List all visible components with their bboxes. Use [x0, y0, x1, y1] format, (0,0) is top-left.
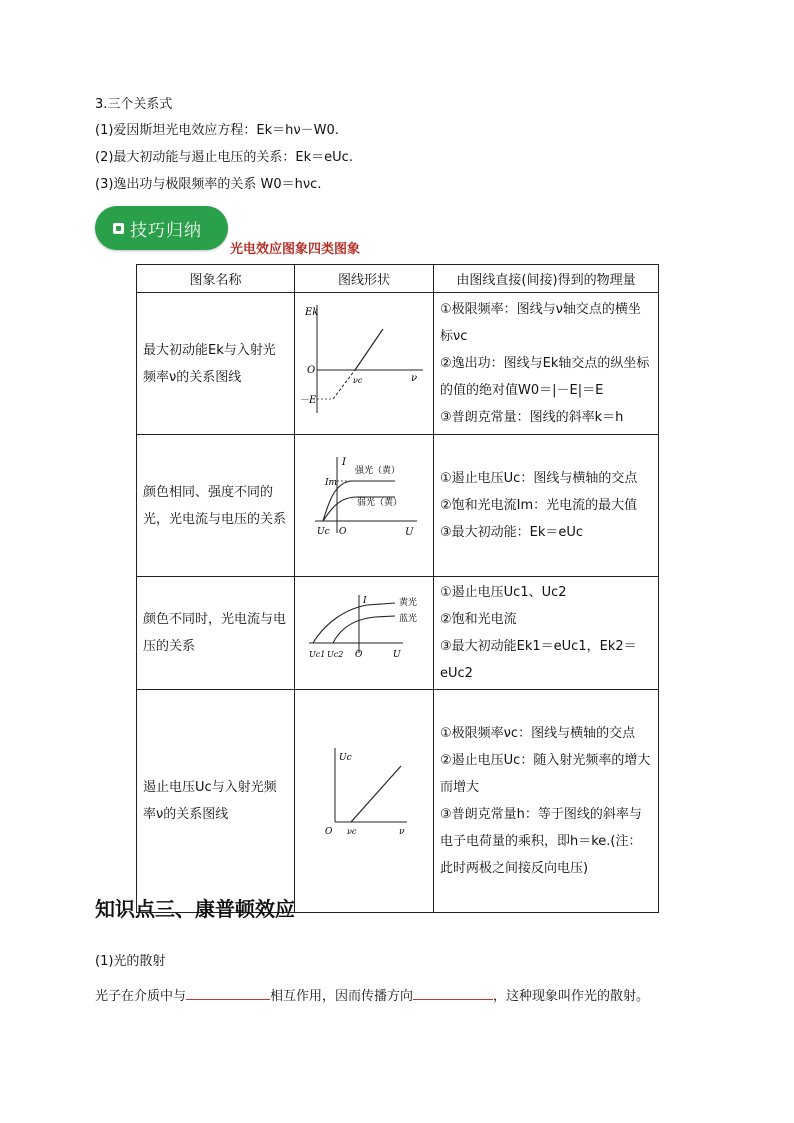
ek-vs-frequency-graph: [295, 293, 434, 430]
sentence-part: 相互作用，因而传播方向: [270, 989, 414, 1004]
x-axis-label: U: [393, 650, 401, 660]
header-quantity: 由图线直接(间接)得到的物理量: [434, 265, 659, 293]
row-quantities: [434, 577, 659, 690]
row-name: 遏止电压Uc与入射光频率ν的关系图线: [137, 690, 295, 913]
header-graph: 图线形状: [295, 265, 434, 293]
relation-item-1: (1)爱因斯坦光电效应方程：Ek＝hν－W0.: [95, 123, 339, 138]
strong-light-label: 强光（黄）: [355, 466, 401, 476]
doc-icon: [113, 223, 124, 234]
y-intercept-label: －E: [299, 395, 317, 406]
row-graph: [295, 435, 434, 577]
quantity-item: ②遏止电压Uc：随入射光频率的增大而增大: [440, 753, 651, 795]
quantity-item: ③普朗克常量：图线的斜率k＝h: [440, 410, 624, 425]
table-row: [137, 577, 659, 690]
x-axis-label: ν: [411, 373, 418, 384]
uc-line: [351, 766, 401, 822]
uc2-label: Uc2: [327, 650, 344, 659]
row-graph: [295, 690, 434, 913]
y-axis-label: Ek: [305, 307, 319, 318]
blue-light-curve: [333, 616, 395, 643]
weak-light-label: 弱光（黄）: [357, 498, 403, 508]
quantity-item: ①遏止电压Uc1、Uc2: [440, 585, 567, 600]
uc-label: Uc: [317, 527, 330, 537]
relation-item-2: (2)最大初动能与遏止电压的关系：Ek＝eUc.: [95, 150, 353, 165]
blue-light-label: 蓝光: [399, 614, 418, 624]
quantity-item: ②饱和光电流Im：光电流的最大值: [440, 498, 638, 513]
im-label: Im: [325, 478, 338, 488]
x-axis-label: ν: [399, 827, 405, 837]
x-intercept-label: νc: [347, 827, 357, 836]
table-header-row: [137, 265, 659, 293]
scatter-heading: (1)光的散射: [95, 954, 166, 969]
ek-line: [355, 329, 383, 370]
table-title: 光电效应图象四类图象: [230, 242, 361, 257]
quantity-item: ①极限频率：图线与ν轴交点的横坐标νc: [440, 302, 641, 344]
origin-label: O: [355, 650, 363, 660]
row-quantities: [434, 690, 659, 913]
table-row: [137, 690, 659, 913]
table-row: [137, 435, 659, 577]
x-axis-label: U: [405, 527, 414, 538]
row-graph: [295, 577, 434, 690]
tip-badge-label: 技巧归纳: [130, 220, 202, 241]
header-name: 图象名称: [137, 265, 295, 293]
quantity-item: ③最大初动能Ek1＝eUc1，Ek2＝eUc2: [440, 639, 637, 681]
quantity-item: ①遏止电压Uc：图线与横轴的交点: [440, 471, 638, 486]
uc1-label: Uc1: [309, 650, 326, 659]
current-vs-voltage-color-graph: [295, 589, 434, 673]
sentence-part: 光子在介质中与: [95, 989, 187, 1004]
row-name: 颜色相同、强度不同的光，光电流与电压的关系: [137, 435, 295, 577]
row-graph: [295, 293, 434, 435]
uc-vs-frequency-graph: [295, 690, 434, 908]
quantity-item: ②饱和光电流: [440, 612, 517, 627]
tip-badge: [95, 206, 228, 250]
quantity-item: ③普朗克常量h：等于图线的斜率与电子电荷量的乘积，即h＝ke.(注：此时两极之间接反向电压): [440, 807, 642, 876]
scatter-sentence: [95, 986, 649, 1006]
row-quantities: [434, 293, 659, 435]
x-intercept-label: νc: [353, 376, 363, 385]
photoelectric-graph-table: [136, 264, 659, 913]
quantity-item: ③最大初动能：Ek＝eUc: [440, 525, 584, 540]
row-quantities: [434, 435, 659, 577]
section3-heading: 3.三个关系式: [95, 97, 173, 112]
y-axis-label: Uc: [339, 753, 352, 763]
current-vs-voltage-intensity-graph: [295, 435, 434, 572]
y-axis-label: I: [363, 596, 367, 606]
quantity-item: ①极限频率νc：图线与横轴的交点: [440, 726, 636, 741]
quantity-item: ②逸出功：图线与Ek轴交点的纵坐标的值的绝对值W0＝|－E|＝E: [440, 356, 650, 398]
row-name: 最大初动能Ek与入射光频率ν的关系图线: [137, 293, 295, 435]
relation-item-3: (3)逸出功与极限频率的关系 W0＝hνc.: [95, 177, 322, 192]
origin-label: O: [339, 527, 347, 537]
section-title: 知识点三、康普顿效应: [95, 897, 295, 921]
row-name: 颜色不同时，光电流与电压的关系: [137, 577, 295, 690]
extrapolated-line: [333, 370, 355, 399]
sentence-part: ，这种现象叫作光的散射。: [493, 989, 650, 1004]
fill-blank[interactable]: [186, 986, 270, 1000]
yellow-light-label: 黄光: [399, 598, 418, 608]
fill-blank[interactable]: [413, 986, 493, 1000]
origin-label: O: [325, 827, 333, 837]
origin-label: O: [307, 365, 316, 376]
y-axis-label: I: [342, 457, 346, 468]
table-row: [137, 293, 659, 435]
